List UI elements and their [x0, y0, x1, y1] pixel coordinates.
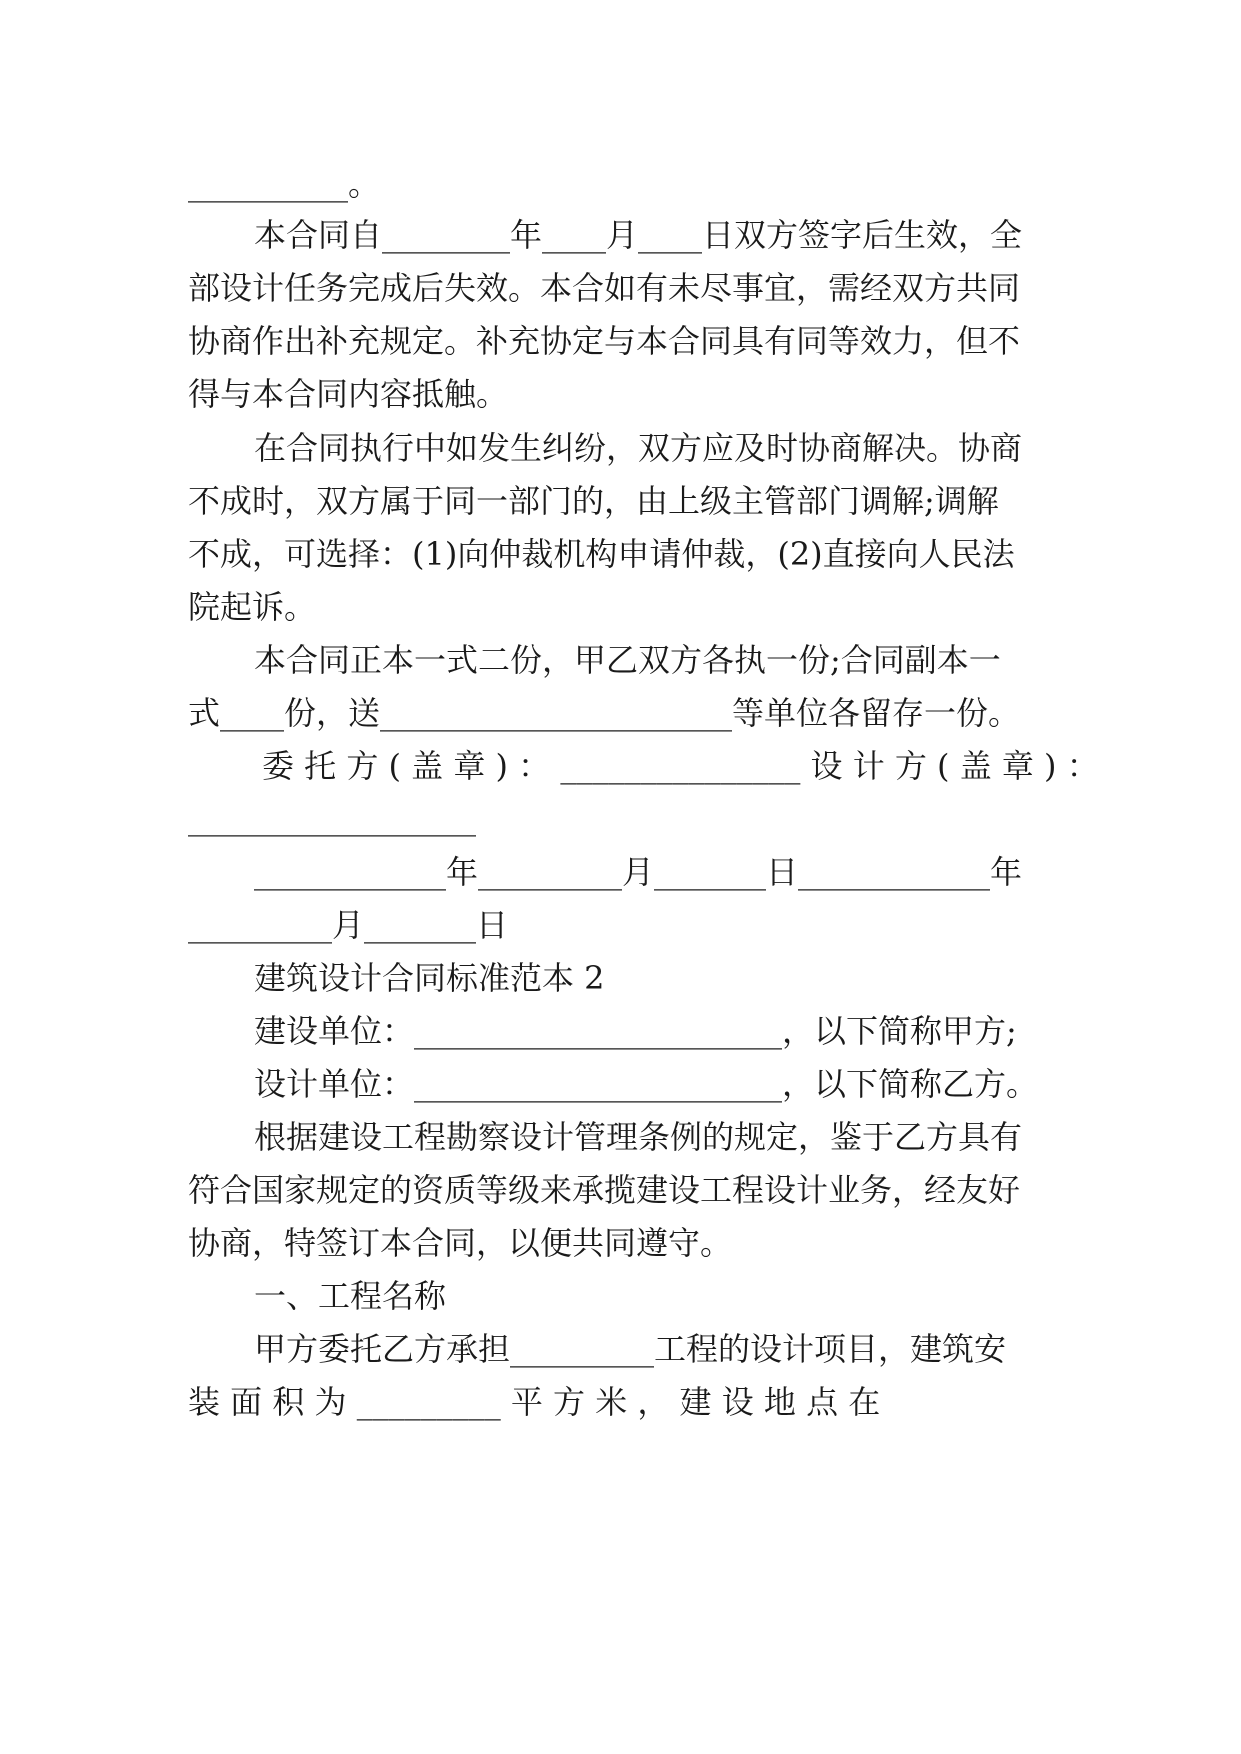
text-line: 设计单位：_______________________，以下简称乙方。 [254, 1065, 1039, 1103]
text-line: 部设计任务完成后失效。本合如有未尽事宜，需经双方共同 [188, 269, 1021, 307]
section-title: 建筑设计合同标准范本 2 [254, 959, 605, 997]
text-line: 协商，特签订本合同，以便共同遵守。 [188, 1224, 733, 1262]
text-line: 协商作出补充规定。补充协定与本合同具有同等效力，但不 [188, 322, 1021, 360]
text-line: 符合国家规定的资质等级来承揽建设工程设计业务，经友好 [188, 1171, 1021, 1209]
text-line: 甲方委托乙方承担_________工程的设计项目，建筑安 [254, 1330, 1007, 1368]
text-line: 院起诉。 [188, 588, 317, 626]
text-line: 式____份，送______________________等单位各留存一份。 [188, 694, 1021, 732]
text-line: __________。 [188, 165, 381, 203]
text-line: 在合同执行中如发生纠纷，双方应及时协商解决。协商 [254, 429, 1023, 467]
text-line: 得与本合同内容抵触。 [188, 375, 509, 413]
signature-line: 委 托 方 ( 盖 章 ) ： _______________ 设 计 方 ( 盖 章 ) ： [262, 747, 1099, 785]
text-line: 本合同自________年____月____日双方签字后生效，全 [254, 216, 1023, 254]
date-line: ____________年_________月_______日____________年 [254, 853, 1023, 891]
heading: 一、工程名称 [254, 1277, 447, 1315]
text-line: 不成，可选择：(1)向仲裁机构申请仲裁，(2)直接向人民法 [188, 535, 1015, 573]
date-line: _________月_______日 [188, 906, 509, 944]
text-line: 本合同正本一式二份，甲乙双方各执一份;合同副本一 [254, 641, 1001, 679]
text-line: 装 面 积 为 _________ 平 方 米 ， 建 设 地 点 在 [188, 1383, 881, 1421]
text-line: 建设单位：_______________________，以下简称甲方; [254, 1012, 1017, 1050]
text-line: 根据建设工程勘察设计管理条例的规定，鉴于乙方具有 [254, 1118, 1023, 1156]
signature-underline: __________________ [188, 799, 476, 837]
text-line: 不成时，双方属于同一部门的，由上级主管部门调解;调解 [188, 482, 999, 520]
